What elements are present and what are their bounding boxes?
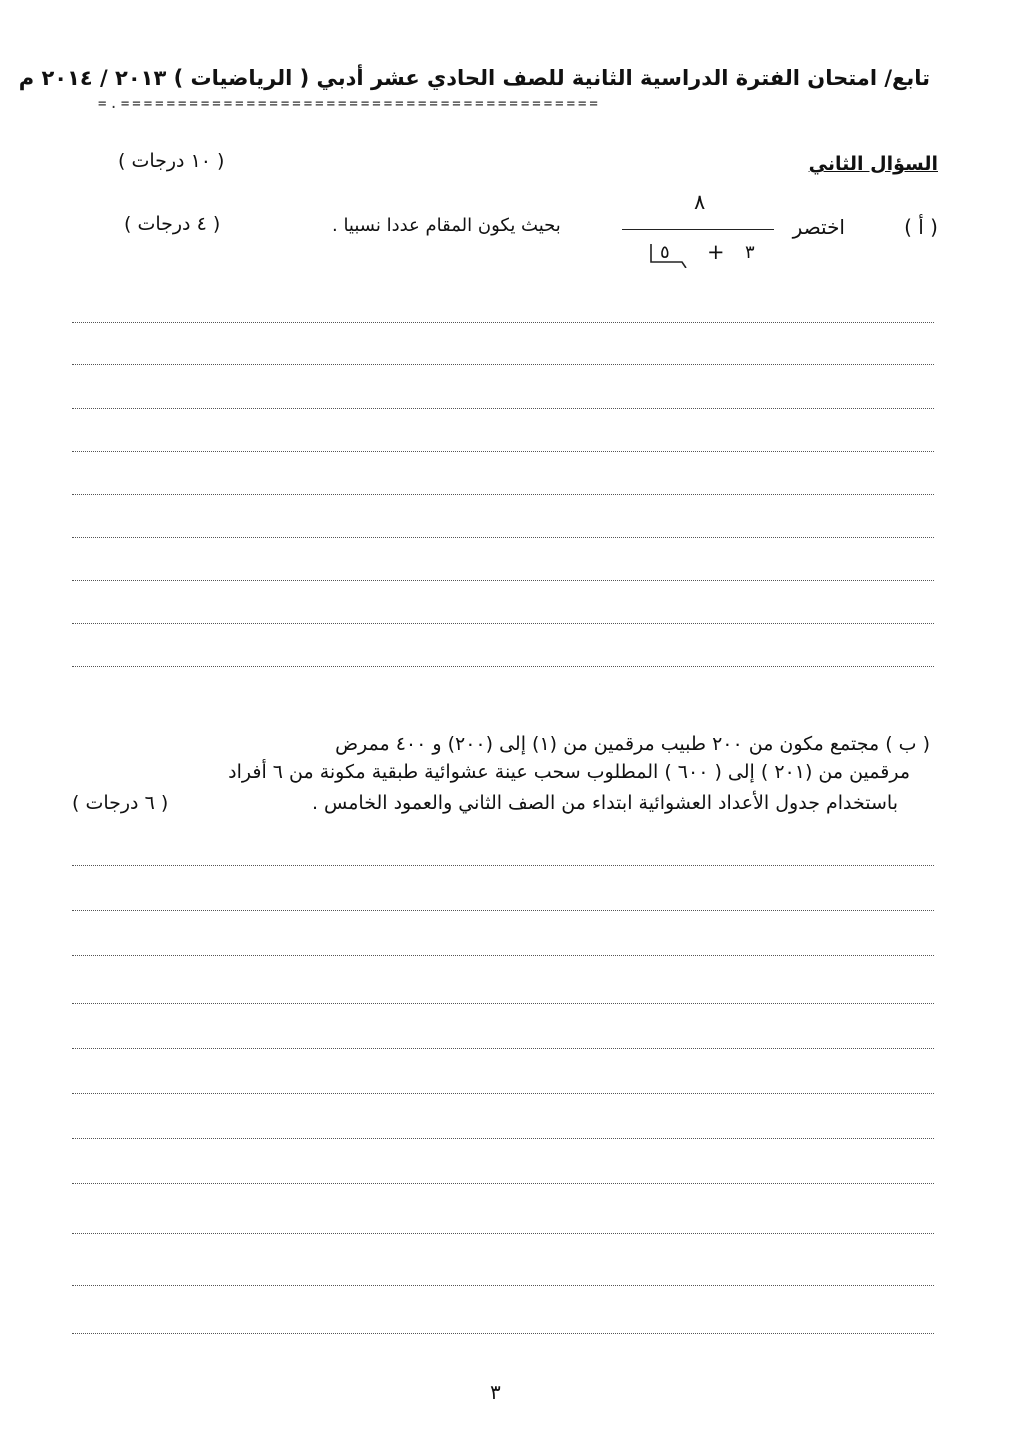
- answer-line-b[interactable]: [72, 865, 934, 866]
- answer-line-a[interactable]: [72, 364, 934, 365]
- answer-line-b[interactable]: [72, 910, 934, 911]
- page-number: ٣: [490, 1380, 501, 1404]
- answer-line-a[interactable]: [72, 580, 934, 581]
- part-b-text-line-1: ( ب ) مجتمع مكون من ٢٠٠ طبيب مرقمين من (١) إلى (٢٠٠) و ٤٠٠ ممرض: [335, 733, 930, 755]
- answer-line-a[interactable]: [72, 322, 934, 323]
- answer-line-b[interactable]: [72, 1138, 934, 1139]
- exam-header-title: تابع/ امتحان الفترة الدراسية الثانية للصف الحادي عشر أدبي ( الرياضيات ) ٢٠١٣ / ٢٠١٤ م: [18, 66, 930, 90]
- answer-line-a[interactable]: [72, 666, 934, 667]
- part-a-instruction: اختصر: [792, 215, 845, 239]
- answer-line-a[interactable]: [72, 537, 934, 538]
- part-a-marks: ( ٤ درجات ): [124, 213, 221, 235]
- answer-line-b[interactable]: [72, 1333, 934, 1334]
- answer-line-b[interactable]: [72, 1003, 934, 1004]
- fraction-numerator: ٨: [694, 190, 706, 214]
- answer-line-a[interactable]: [72, 408, 934, 409]
- answer-line-b[interactable]: [72, 955, 934, 956]
- question-marks: ( ١٠ درجات ): [118, 150, 225, 172]
- answer-line-a[interactable]: [72, 451, 934, 452]
- fraction-bar: [622, 229, 774, 230]
- answer-line-b[interactable]: [72, 1048, 934, 1049]
- part-a-label: ( أ ): [904, 215, 938, 239]
- denominator-three: ٣: [745, 242, 755, 263]
- answer-line-a[interactable]: [72, 494, 934, 495]
- question-title: السؤال الثاني: [808, 153, 938, 175]
- answer-line-b[interactable]: [72, 1183, 934, 1184]
- denominator-plus: +: [707, 240, 725, 264]
- part-b-marks: ( ٦ درجات ): [72, 792, 169, 814]
- answer-line-b[interactable]: [72, 1285, 934, 1286]
- fraction-denominator: [646, 240, 766, 268]
- part-b-text-line-3: باستخدام جدول الأعداد العشوائية ابتداء من الصف الثاني والعمود الخامس .: [311, 792, 898, 814]
- answer-line-a[interactable]: [72, 623, 934, 624]
- part-a-condition: بحيث يكون المقام عددا نسبيا .: [332, 215, 561, 236]
- answer-line-b[interactable]: [72, 1233, 934, 1234]
- answer-line-b[interactable]: [72, 1093, 934, 1094]
- denominator-radicand: ٥: [660, 242, 670, 263]
- header-divider: =.==========================================: [98, 96, 601, 112]
- part-b-text-line-2: مرقمين من (٢٠١ ) إلى ( ٦٠٠ ) المطلوب سحب عينة عشوائية طبقية مكونة من ٦ أفراد: [228, 761, 910, 783]
